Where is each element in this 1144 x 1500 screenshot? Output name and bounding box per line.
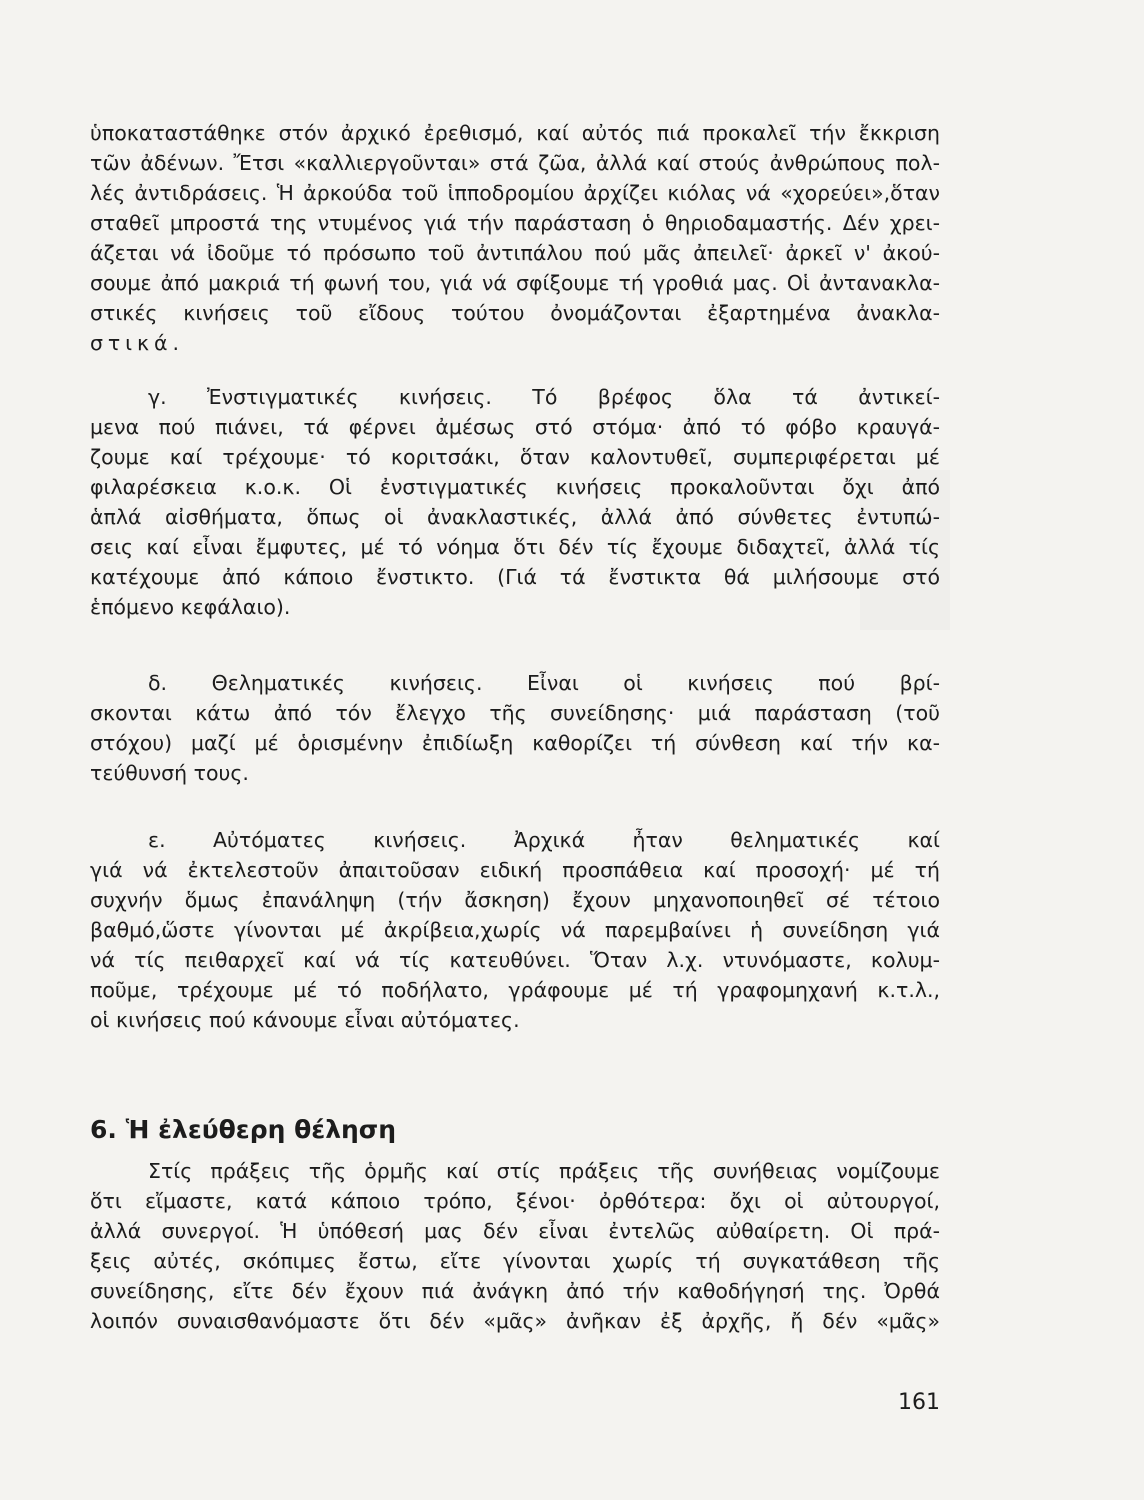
text-line: ε. Αὐτόματες κινήσεις. Ἀρχικά ἦταν θεληματικές καί — [148, 828, 940, 852]
text-line: λές ἀντιδράσεις. Ἡ ἀρκούδα τοῦ ἱπποδρομίου ἀρχίζει κιόλας νά «χορεύει»,ὅταν — [90, 181, 940, 205]
text-line: σκονται κάτω ἀπό τόν ἔλεγχο τῆς συνείδησης· μιά παράσταση (τοῦ — [90, 701, 940, 725]
page-number: 161 — [898, 1390, 940, 1415]
text-line: ζουμε καί τρέχουμε· τό κοριτσάκι, ὅταν καλοντυθεῖ, συμπεριφέρεται μέ — [90, 445, 940, 469]
text-line: σεις καί εἶναι ἔμφυτες, μέ τό νόημα ὅτι δέν τίς ἔχουμε διδαχτεῖ, ἀλλά τίς — [90, 535, 940, 559]
text-line: δ. Θεληματικές κινήσεις. Εἶναι οἱ κινήσεις πού βρί- — [148, 671, 940, 695]
text-line: συχνήν ὅμως ἐπανάληψη (τήν ἄσκηση) ἔχουν μηχανοποιηθεῖ σέ τέτοιο — [90, 888, 940, 912]
text-line: Στίς πράξεις τῆς ὁρμῆς καί στίς πράξεις τῆς συνήθειας νομίζουμε — [148, 1159, 940, 1183]
text-line: νά τίς πειθαρχεῖ καί νά τίς κατευθύνει. Ὅταν λ.χ. ντυνόμαστε, κολυμ- — [90, 948, 940, 972]
text-line: γ. Ἐνστιγματικές κινήσεις. Τό βρέφος ὅλα τά ἀντικεί- — [148, 385, 940, 409]
text-line: γιά νά ἐκτελεστοῦν ἀπαιτοῦσαν ειδική προσπάθεια καί προσοχή· μέ τή — [90, 858, 940, 882]
text-line: σουμε ἀπό μακριά τή φωνή του, γιά νά σφίξουμε τή γροθιά μας. Οἱ ἀντανακλα- — [90, 271, 940, 295]
text-line: συνείδησης, εἴτε δέν ἔχουν πιά ἀνάγκη ἀπό τήν καθοδήγησή της. Ὀρθά — [90, 1279, 940, 1303]
text-line: λοιπόν συναισθανόμαστε ὅτι δέν «μᾶς» ἀνῆκαν ἐξ ἀρχῆς, ἤ δέν «μᾶς» — [90, 1309, 940, 1333]
text-line: βαθμό,ὥστε γίνονται μέ ἀκρίβεια,χωρίς νά παρεμβαίνει ἡ συνείδηση γιά — [90, 918, 940, 942]
section-heading: 6. Ἡ ἐλεύθερη θέληση — [90, 1115, 397, 1144]
text-line: σταθεῖ μπροστά της ντυμένος γιά τήν παράσταση ὁ θηριοδαμαστής. Δέν χρει- — [90, 211, 940, 235]
text-line: στόχου) μαζί μέ ὁρισμένην ἐπιδίωξη καθορίζει τή σύνθεση καί τήν κα- — [90, 731, 940, 755]
text-line: φιλαρέσκεια κ.ο.κ. Οἱ ἐνστιγματικές κινήσεις προκαλοῦνται ὄχι ἀπό — [90, 475, 940, 499]
text-line: οἱ κινήσεις πού κάνουμε εἶναι αὐτόματες. — [90, 1008, 520, 1032]
text-line: μενα πού πιάνει, τά φέρνει ἀμέσως στό στόμα· ἀπό τό φόβο κραυγά- — [90, 415, 940, 439]
text-line: κατέχουμε ἀπό κάποιο ἔνστικτο. (Γιά τά ἔνστικτα θά μιλήσουμε στό — [90, 565, 940, 589]
text-line: ὅτι εἴμαστε, κατά κάποιο τρόπο, ξένοι· ὀρθότερα: ὄχι οἱ αὐτουργοί, — [90, 1189, 940, 1213]
text-line: ἑπόμενο κεφάλαιο). — [90, 595, 291, 619]
text-line: ἁπλά αἰσθήματα, ὅπως οἱ ἀνακλαστικές, ἀλλά ἀπό σύνθετες ἐντυπώ- — [90, 505, 940, 529]
text-line: ἀλλά συνεργοί. Ἡ ὑπόθεσή μας δέν εἶναι ἐντελῶς αὐθαίρετη. Οἱ πρά- — [90, 1219, 940, 1243]
text-line: άζεται νά ἰδοῦμε τό πρόσωπο τοῦ ἀντιπάλου πού μᾶς ἀπειλεῖ· ἀρκεῖ ν' ἀκού- — [90, 241, 940, 265]
text-line: ποῦμε, τρέχουμε μέ τό ποδήλατο, γράφουμε μέ τή γραφομηχανή κ.τ.λ., — [90, 978, 940, 1002]
text-line: ὑποκαταστάθηκε στόν ἀρχικό ἐρεθισμό, καί αὐτός πιά προκαλεῖ τήν ἔκκριση — [90, 121, 940, 145]
text-line: τῶν ἀδένων. Ἔτσι «καλλιεργοῦνται» στά ζῶα, ἀλλά καί στούς ἀνθρώπους πολ- — [90, 151, 940, 175]
text-line: στικές κινήσεις τοῦ εἴδους τούτου ὀνομάζονται ἐξαρτημένα ἀνακλα- — [90, 301, 940, 325]
text-line: στικά. — [90, 331, 184, 355]
text-line: τεύθυνσή τους. — [90, 761, 249, 785]
text-line: ξεις αὐτές, σκόπιμες ἔστω, εἴτε γίνονται χωρίς τή συγκατάθεση τῆς — [90, 1249, 940, 1273]
